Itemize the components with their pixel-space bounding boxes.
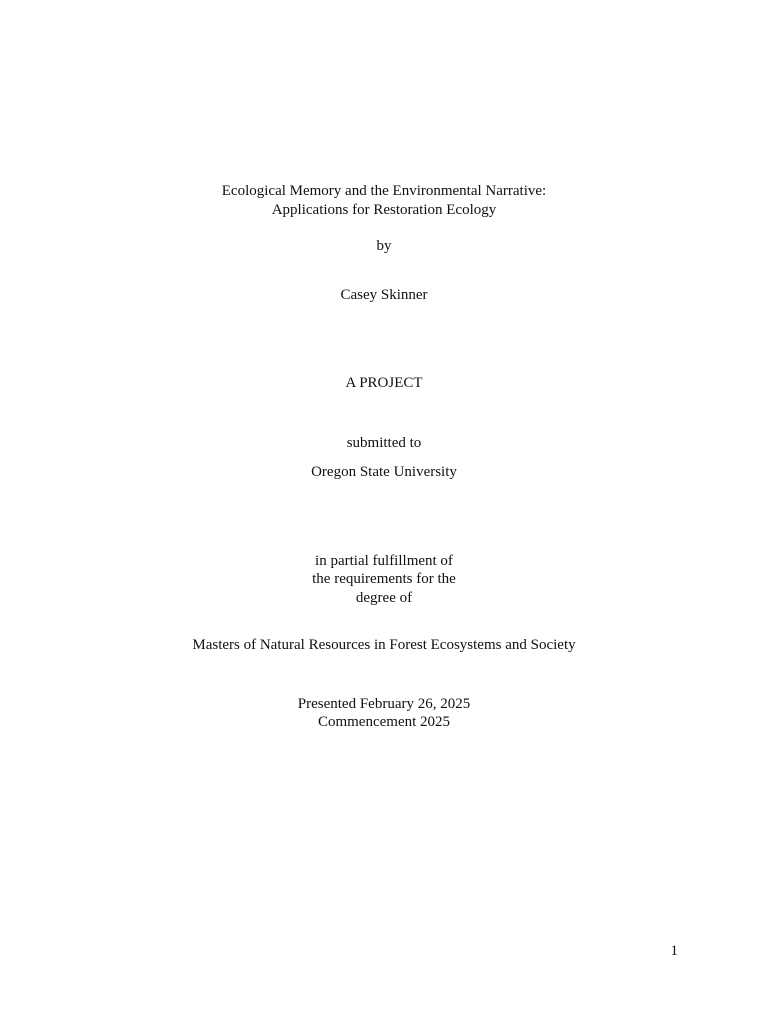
presented-date: Presented February 26, 2025 [297, 696, 471, 712]
title-line-2: Applications for Restoration Ecology [271, 202, 497, 218]
fulfillment-line-2: the requirements for the [312, 571, 456, 587]
commencement-year: Commencement 2025 [317, 714, 451, 730]
title-line-1: Ecological Memory and the Environmental Narrative: [221, 183, 547, 199]
submitted-to-label: submitted to [346, 435, 422, 451]
degree-name: Masters of Natural Resources in Forest Ecosystems and Society [192, 637, 576, 653]
institution-name: Oregon State University [311, 464, 457, 480]
author-name: Casey Skinner [340, 287, 428, 303]
byline: by [376, 238, 392, 254]
fulfillment-line-3: degree of [355, 590, 413, 606]
document-type: A PROJECT [345, 375, 423, 391]
page-number: 1 [670, 943, 678, 959]
fulfillment-line-1: in partial fulfillment of [315, 553, 453, 569]
